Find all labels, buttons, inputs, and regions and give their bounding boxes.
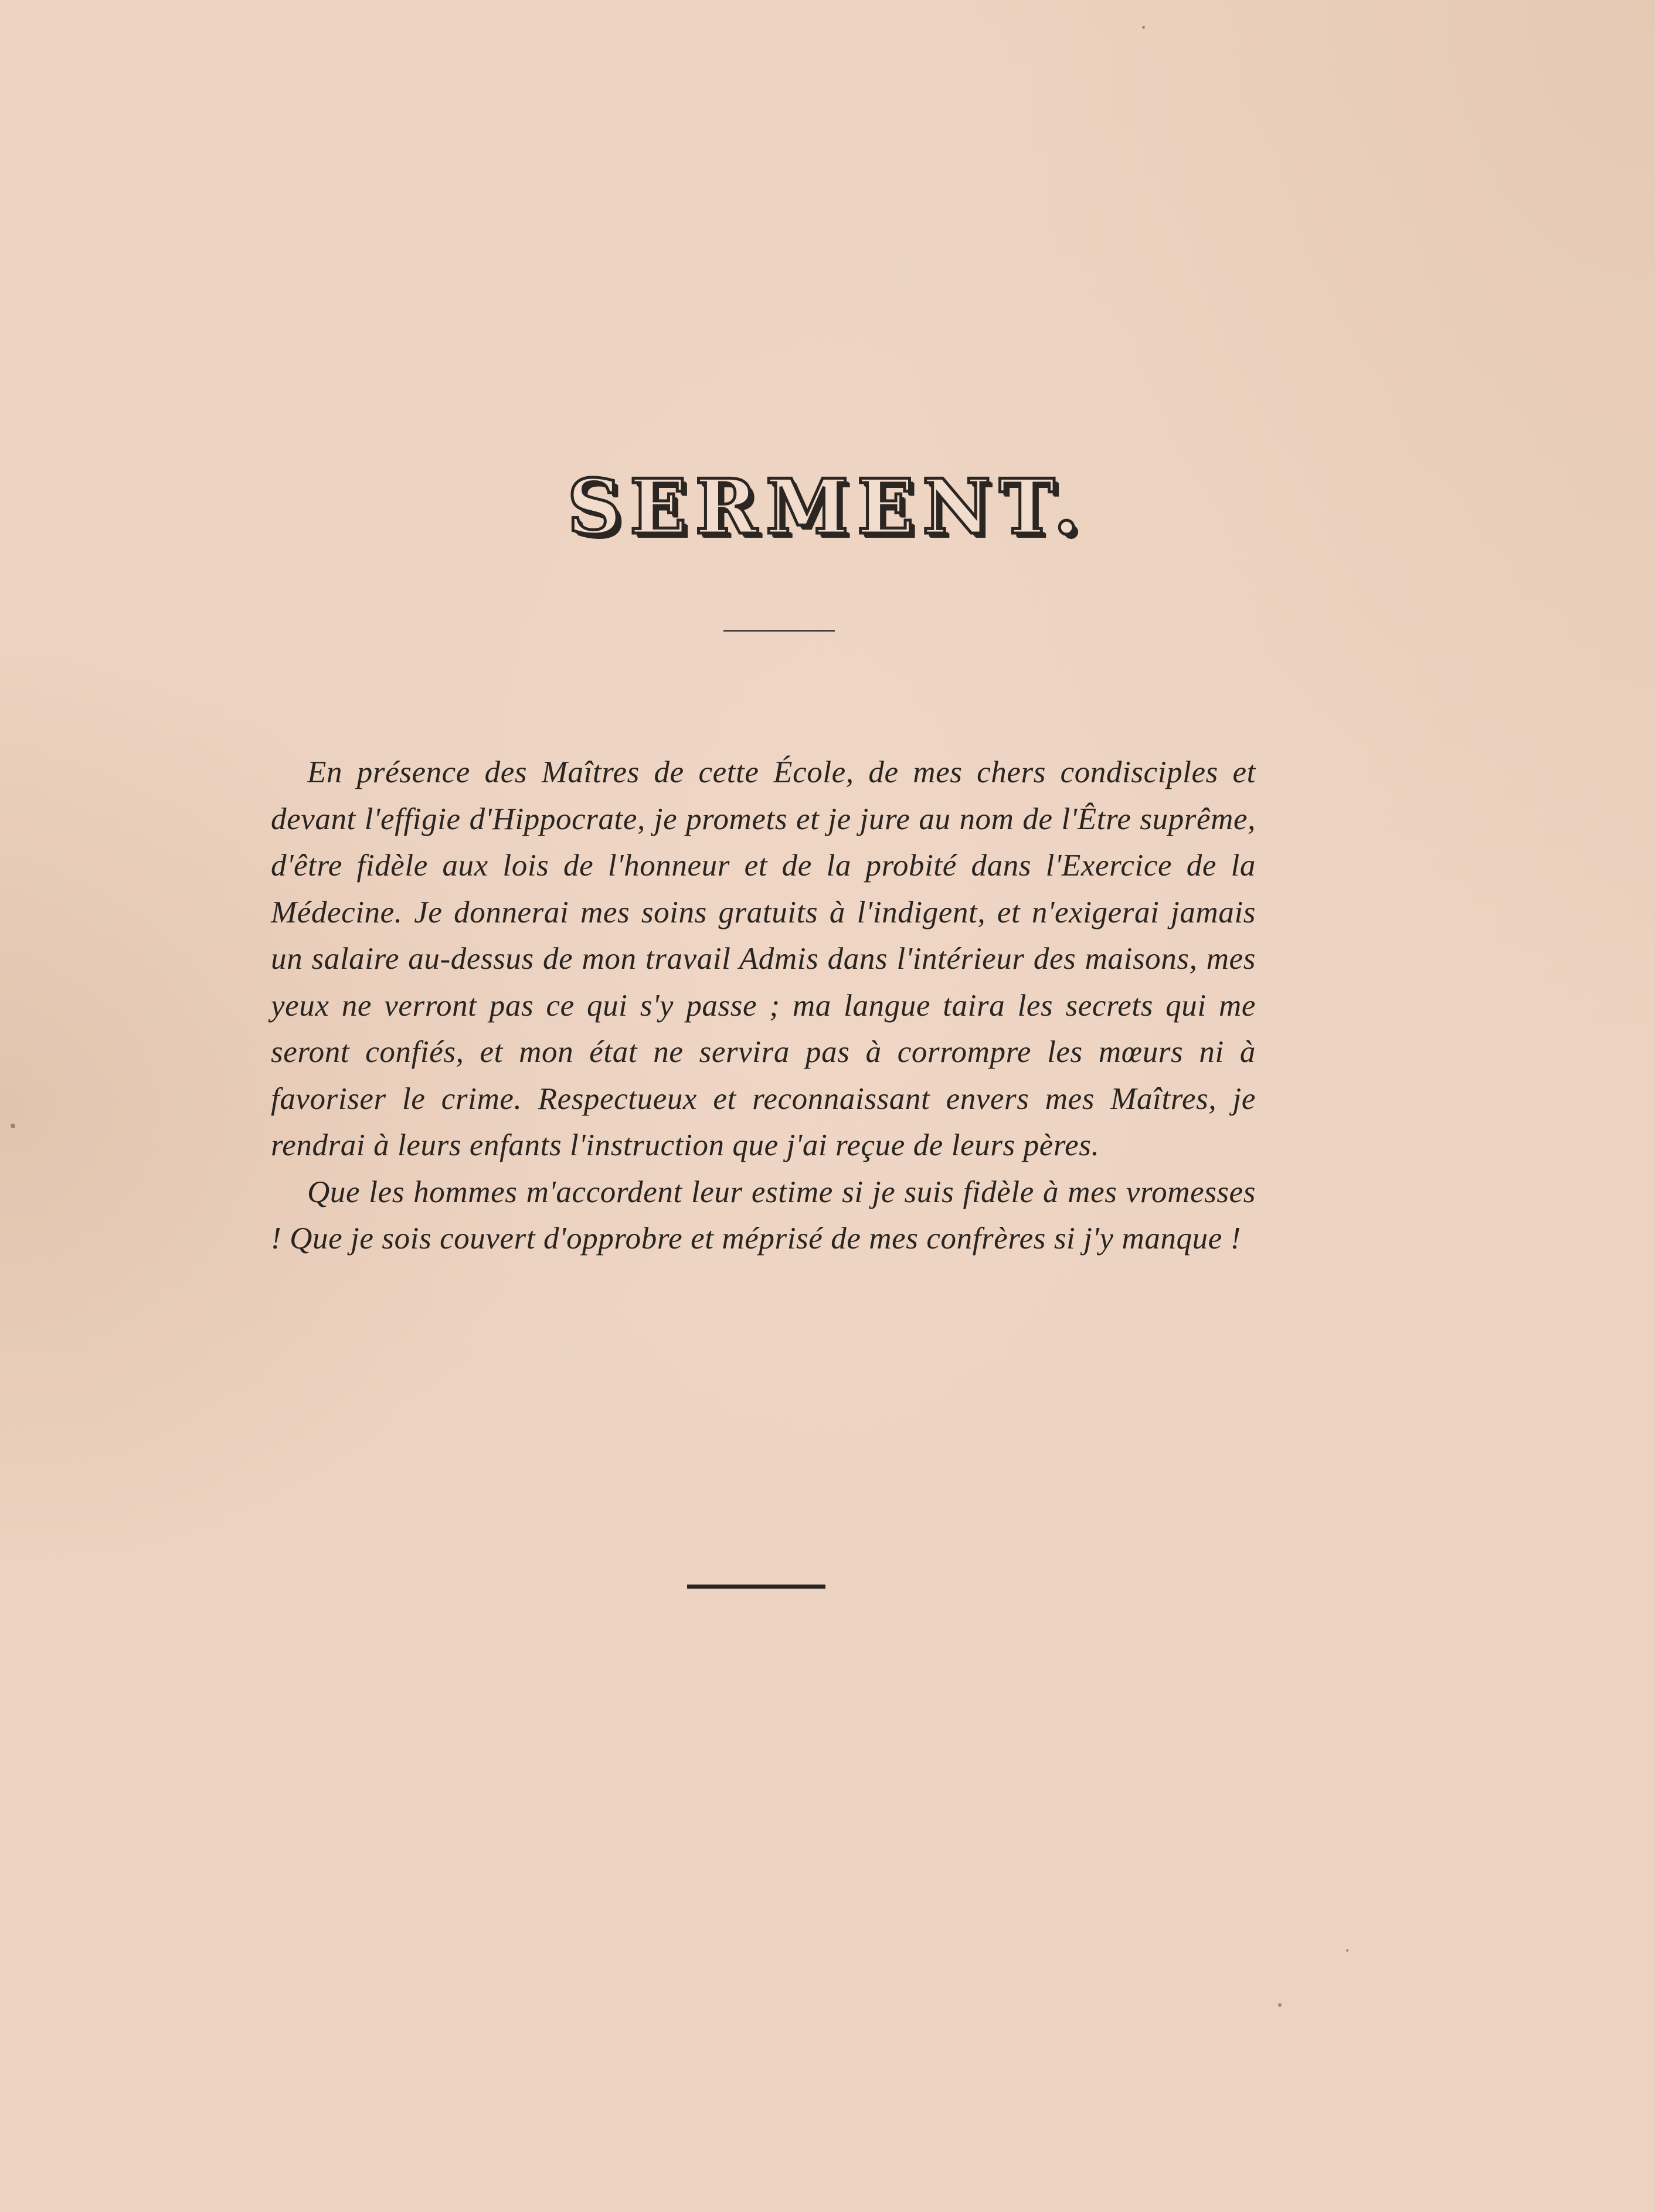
closing-rule (687, 1585, 825, 1589)
paper-speck (11, 1124, 15, 1128)
oath-paragraph-2: Que les hommes m'accordent leur estime si je suis fidèle à mes vromesses ! Que je sois couvert d'opprobre et méprisé de mes confrères si j'y manque ! (271, 1175, 1256, 1256)
paper-speck (1346, 1949, 1348, 1952)
paper-speck (1142, 26, 1145, 29)
oath-text (271, 749, 1256, 1263)
paper-speck (1278, 2003, 1282, 2007)
page-title: SERMENT. (567, 463, 1088, 551)
title-divider (723, 630, 835, 632)
oath-paragraph-1: En présence des Maîtres de cette École, de mes chers condisciples et devant l'effigie d'Hippocrate, je promets et je jure au nom de l'Être suprême, d'être fidèle aux lois de l'honneur et de la probité dans l'Exercice de la Médecine. Je donnerai mes soins gratuits à l'indigent, et n'exigerai jamais un salaire au-dessus de mon travail Admis dans l'intérieur des maisons, mes yeux ne verront pas ce qui s'y passe ; ma langue taira les secrets qui me seront confiés, et mon état ne servira pas à corrompre les mœurs ni à favoriser le crime. Respectueux et reconnaissant envers mes Maîtres, je rendrai à leurs enfants l'instruction que j'ai reçue de leurs pères. (271, 755, 1256, 1162)
